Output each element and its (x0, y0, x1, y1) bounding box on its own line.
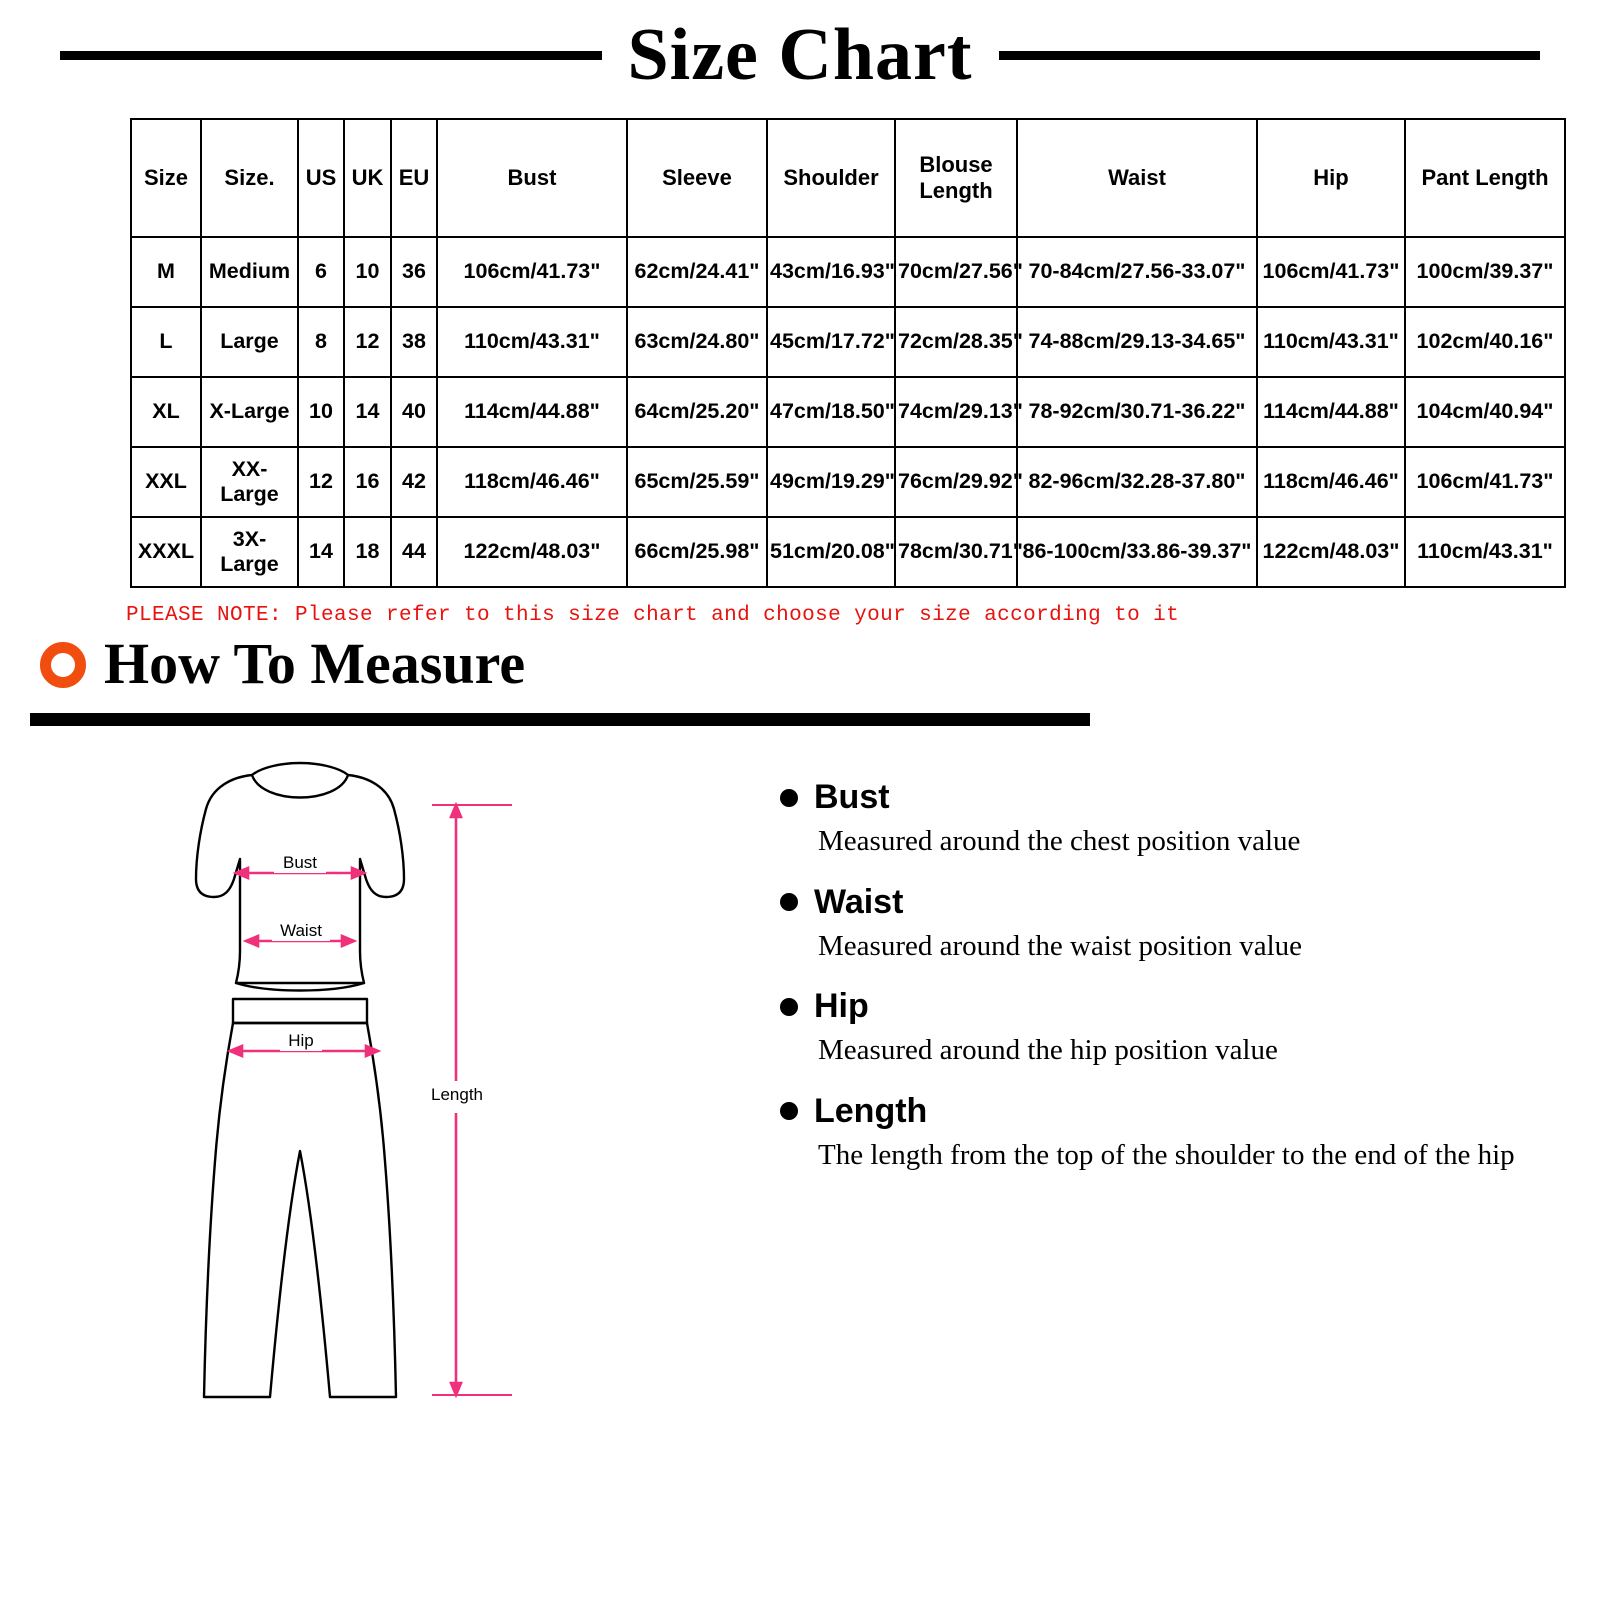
definition-title: Hip (814, 987, 869, 1026)
how-to-measure-header (0, 631, 1600, 735)
cell-size: M (131, 237, 201, 307)
table-row (131, 447, 1565, 517)
cell-waist: 74-88cm/29.13-34.65" (1017, 307, 1257, 377)
definition-title: Length (814, 1091, 928, 1130)
header-eu: EU (391, 119, 437, 237)
garment-diagram (0, 761, 770, 1421)
cell-us: 10 (298, 377, 344, 447)
cell-size-name: XX-Large (201, 447, 298, 517)
definition-desc: Measured around the waist position value (818, 929, 1303, 962)
header-blouse-line2: Length (919, 178, 993, 203)
cell-bust: 110cm/43.31" (437, 307, 627, 377)
definition-bust (780, 779, 1560, 862)
cell-blouse-length: 72cm/28.35" (895, 307, 1017, 377)
cell-hip: 122cm/48.03" (1257, 517, 1405, 587)
cell-size-name: X-Large (201, 377, 298, 447)
header-size-name: Size. (201, 119, 298, 237)
how-to-measure-underline (30, 713, 1090, 726)
cell-bust: 122cm/48.03" (437, 517, 627, 587)
measurement-figure-column (0, 761, 770, 1395)
definition-title: Bust (814, 778, 890, 816)
header-blouse-length (895, 119, 1017, 237)
title-rule-left (60, 51, 602, 60)
header-shoulder: Shoulder (767, 119, 895, 237)
please-note-text: PLEASE NOTE: Please refer to this size chart and choose your size according to it (126, 604, 1180, 627)
page-title-row (0, 0, 1600, 96)
size-table-wrap (0, 96, 1600, 588)
cell-eu: 44 (391, 517, 437, 587)
cell-sleeve: 65cm/25.59" (627, 447, 767, 517)
cell-waist: 78-92cm/30.71-36.22" (1017, 377, 1257, 447)
figure-label-length: Length (431, 1085, 483, 1104)
cell-size-name: Large (201, 307, 298, 377)
cell-hip: 118cm/46.46" (1257, 447, 1405, 517)
cell-uk: 16 (344, 447, 391, 517)
cell-bust: 106cm/41.73" (437, 237, 627, 307)
table-row (131, 517, 1565, 587)
table-header-row (131, 119, 1565, 237)
cell-eu: 38 (391, 307, 437, 377)
page-title: Size Chart (627, 14, 973, 96)
cell-shoulder: 51cm/20.08" (767, 517, 895, 587)
cell-bust: 114cm/44.88" (437, 377, 627, 447)
cell-eu: 36 (391, 237, 437, 307)
cell-eu: 40 (391, 377, 437, 447)
bullet-icon (780, 998, 798, 1016)
header-waist: Waist (1017, 119, 1257, 237)
cell-pant-length: 104cm/40.94" (1405, 377, 1565, 447)
definition-waist (780, 884, 1560, 967)
cell-eu: 42 (391, 447, 437, 517)
cell-sleeve: 63cm/24.80" (627, 307, 767, 377)
header-bust: Bust (437, 119, 627, 237)
table-row (131, 377, 1565, 447)
cell-bust: 118cm/46.46" (437, 447, 627, 517)
cell-sleeve: 66cm/25.98" (627, 517, 767, 587)
cell-sleeve: 64cm/25.20" (627, 377, 767, 447)
header-size: Size (131, 119, 201, 237)
title-rule-right (999, 51, 1541, 60)
size-chart-table (130, 118, 1566, 588)
definition-length (780, 1093, 1560, 1176)
bullet-icon (780, 789, 798, 807)
cell-uk: 18 (344, 517, 391, 587)
cell-blouse-length: 74cm/29.13" (895, 377, 1017, 447)
header-us: US (298, 119, 344, 237)
cell-waist: 86-100cm/33.86-39.37" (1017, 517, 1257, 587)
definition-desc: Measured around the hip position value (818, 1034, 1278, 1067)
header-blouse-line1: Blouse (919, 152, 993, 178)
definitions-column (770, 761, 1600, 1395)
how-to-measure-title: How To Measure (104, 631, 526, 696)
circle-bullet-icon (40, 642, 86, 688)
cell-pant-length: 100cm/39.37" (1405, 237, 1565, 307)
cell-blouse-length: 76cm/29.92" (895, 447, 1017, 517)
cell-blouse-length: 70cm/27.56" (895, 237, 1017, 307)
cell-pant-length: 102cm/40.16" (1405, 307, 1565, 377)
table-row (131, 237, 1565, 307)
cell-size: XXXL (131, 517, 201, 587)
cell-uk: 10 (344, 237, 391, 307)
how-to-measure-body (0, 735, 1600, 1395)
table-row (131, 307, 1565, 377)
cell-uk: 14 (344, 377, 391, 447)
header-hip: Hip (1257, 119, 1405, 237)
cell-blouse-length: 78cm/30.71" (895, 517, 1017, 587)
cell-size: XXL (131, 447, 201, 517)
cell-size: L (131, 307, 201, 377)
figure-label-bust: Bust (282, 853, 318, 872)
definition-hip (780, 988, 1560, 1071)
cell-us: 12 (298, 447, 344, 517)
cell-shoulder: 47cm/18.50" (767, 377, 895, 447)
cell-shoulder: 49cm/19.29" (767, 447, 895, 517)
cell-hip: 110cm/43.31" (1257, 307, 1405, 377)
definition-desc: Measured around the chest position value (818, 825, 1301, 858)
cell-pant-length: 106cm/41.73" (1405, 447, 1565, 517)
cell-size-name: Medium (201, 237, 298, 307)
cell-hip: 106cm/41.73" (1257, 237, 1405, 307)
cell-pant-length: 110cm/43.31" (1405, 517, 1565, 587)
cell-shoulder: 43cm/16.93" (767, 237, 895, 307)
cell-shoulder: 45cm/17.72" (767, 307, 895, 377)
bullet-icon (780, 893, 798, 911)
cell-size: XL (131, 377, 201, 447)
definition-title: Waist (814, 882, 904, 921)
cell-us: 14 (298, 517, 344, 587)
header-sleeve: Sleeve (627, 119, 767, 237)
cell-hip: 114cm/44.88" (1257, 377, 1405, 447)
cell-size-name: 3X-Large (201, 517, 298, 587)
definition-desc: The length from the top of the shoulder to the end of the hip (818, 1138, 1515, 1171)
cell-sleeve: 62cm/24.41" (627, 237, 767, 307)
bullet-icon (780, 1102, 798, 1120)
figure-label-waist: Waist (280, 921, 322, 940)
figure-label-hip: Hip (288, 1031, 314, 1050)
header-pant-length: Pant Length (1405, 119, 1565, 237)
cell-us: 6 (298, 237, 344, 307)
header-uk: UK (344, 119, 391, 237)
cell-uk: 12 (344, 307, 391, 377)
cell-waist: 70-84cm/27.56-33.07" (1017, 237, 1257, 307)
cell-waist: 82-96cm/32.28-37.80" (1017, 447, 1257, 517)
cell-us: 8 (298, 307, 344, 377)
